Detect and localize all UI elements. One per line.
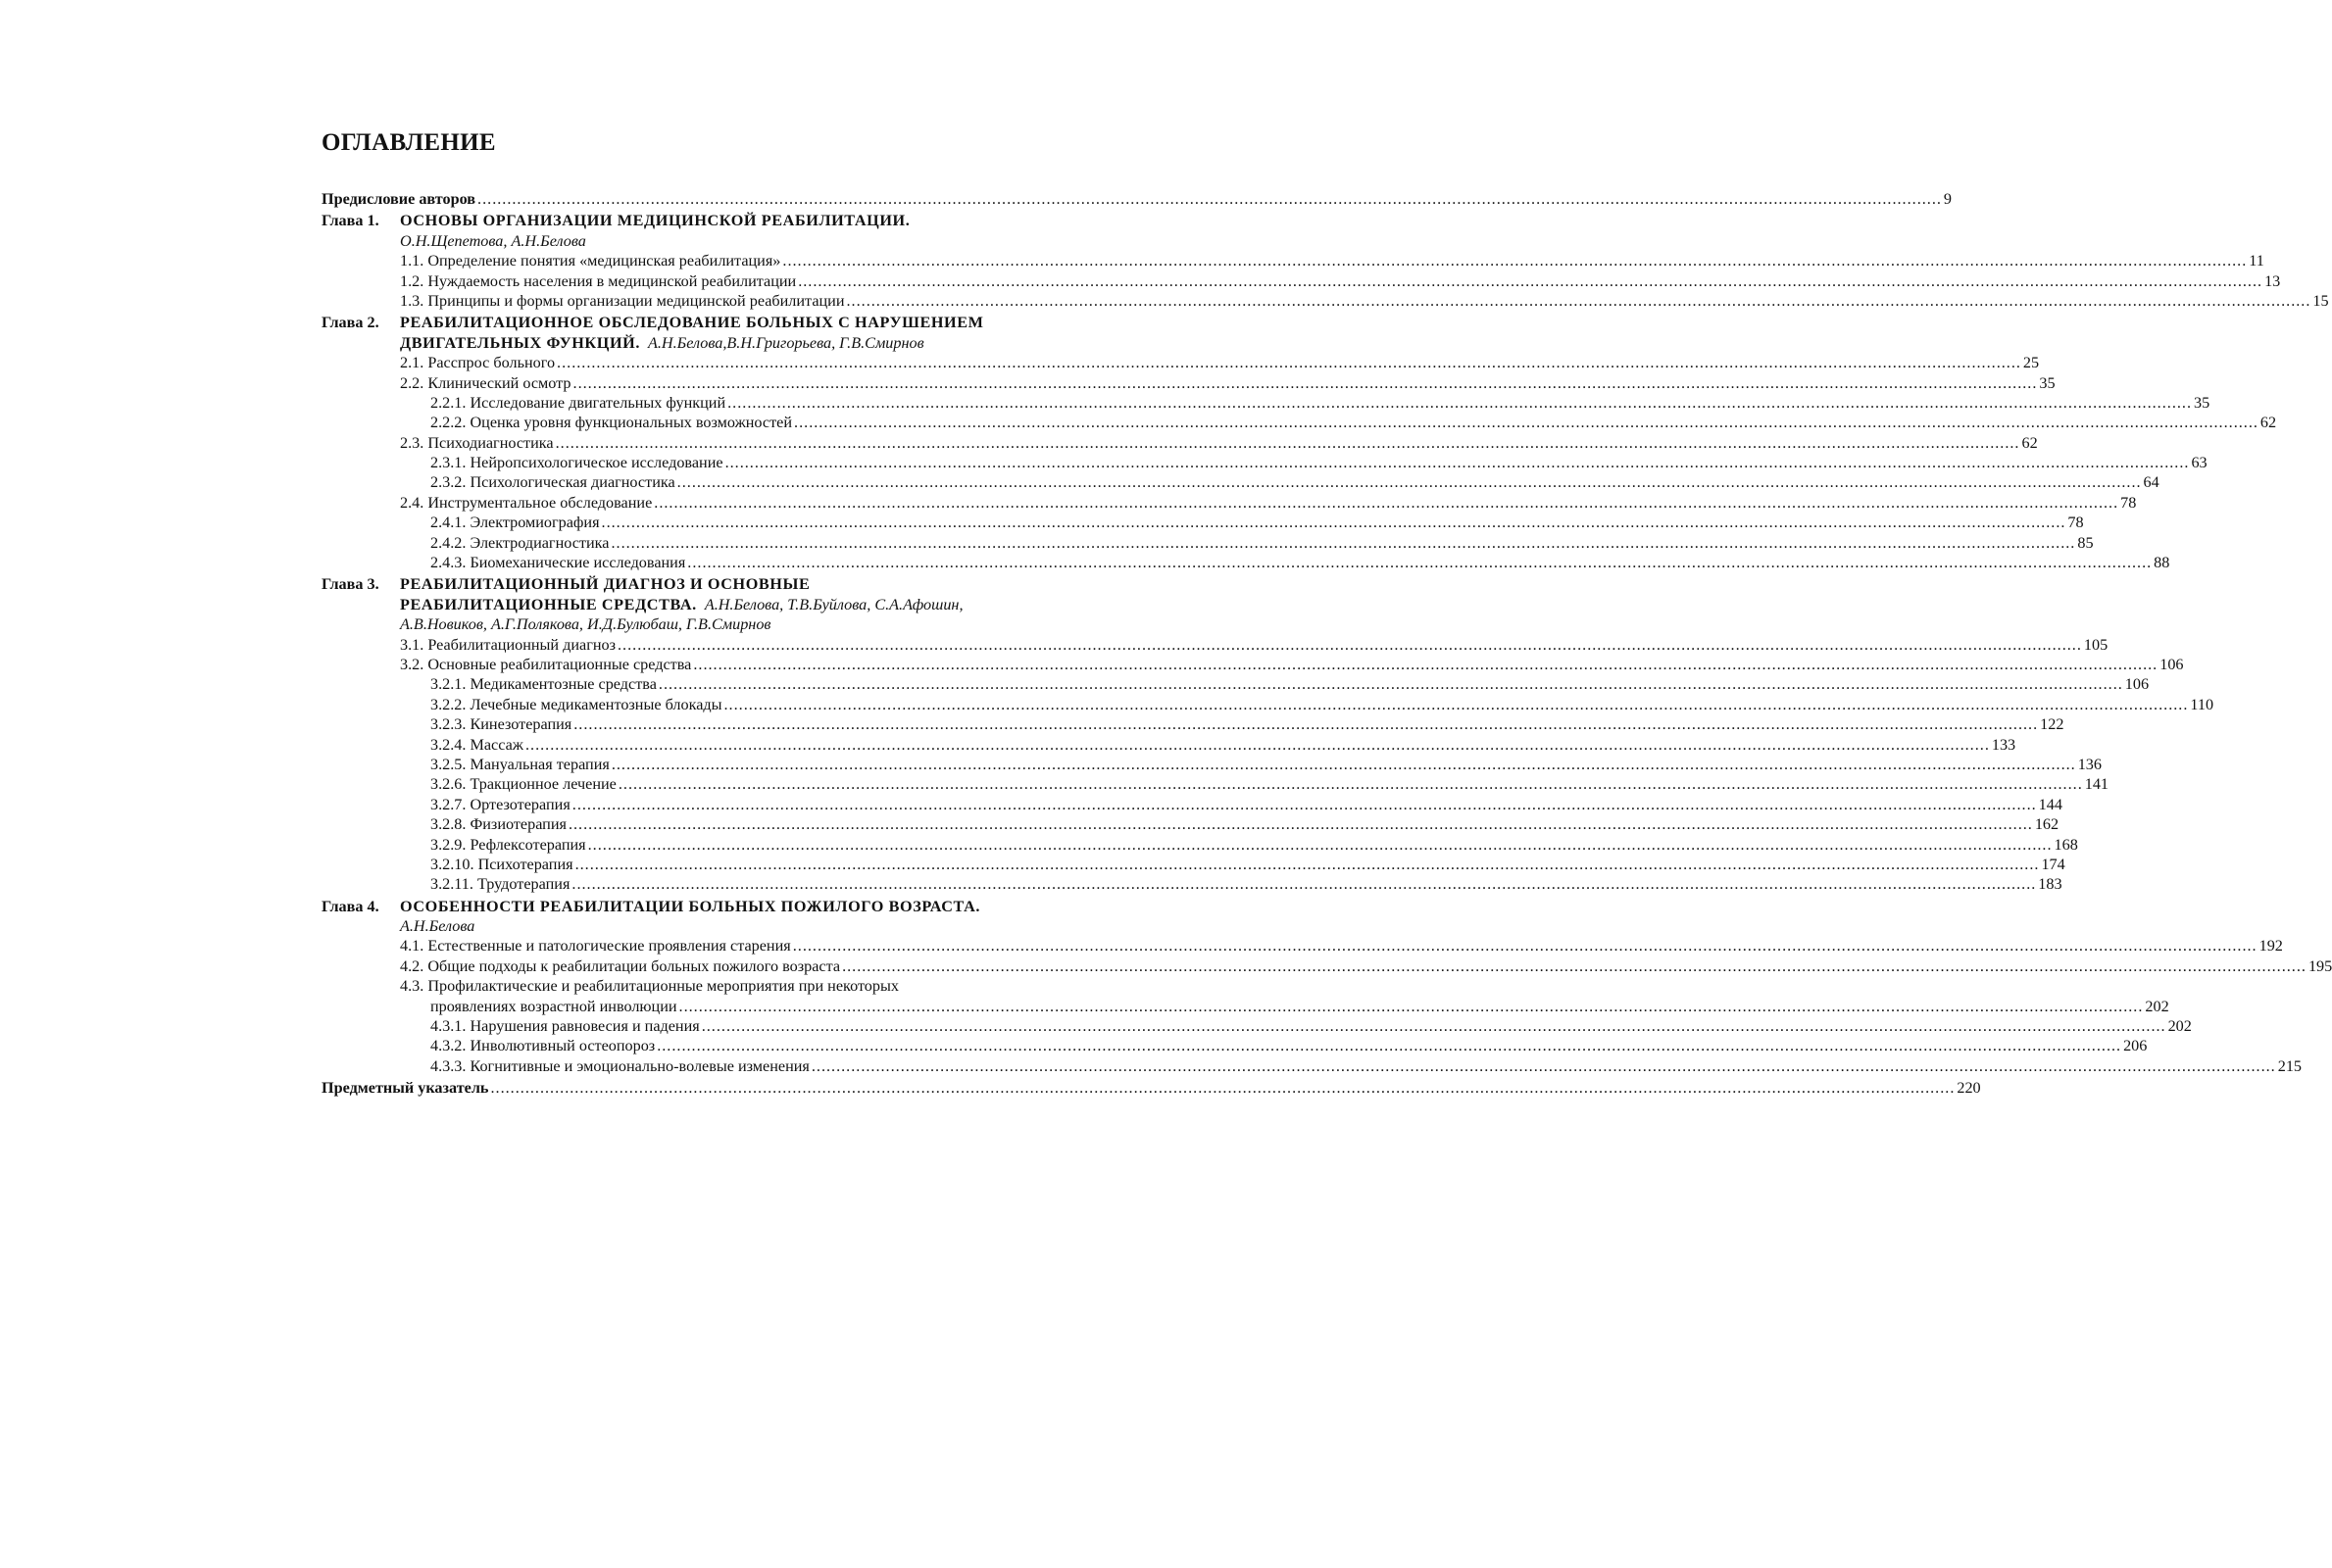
toc-subentry[interactable]: 4.3.1. Нарушения равновесия и падения ..... 202 [322,1016,1055,1036]
chapter-authors: А.Н.Белова, Т.В.Буйлова, С.А.Афошин, [704,595,964,613]
toc-subentry[interactable]: 3.2.5. Мануальная терапия ..... 136 [322,755,1055,774]
dot-leader [557,353,2021,372]
chapter-title: ОСОБЕННОСТИ РЕАБИЛИТАЦИИ БОЛЬНЫХ ПОЖИЛОГО ВОЗРАСТА. [400,897,981,915]
dot-leader [793,936,2258,956]
dot-leader [556,433,2020,453]
toc-subentry[interactable]: 2.4.3. Биомеханические исследования ..... 88 [322,553,1055,572]
chapter-heading[interactable] [322,313,1055,332]
dot-leader [490,1078,1955,1098]
dot-leader [659,674,2123,694]
toc-entry[interactable]: 2.1. Расспрос больного ..... 25 [322,353,1055,372]
dot-leader [619,774,2083,794]
toc-page-number: 220 [1957,1079,1981,1098]
chapter-heading[interactable] [322,897,1055,916]
toc-subentry[interactable]: 4.3.2. Инволютивный остеопороз ..... 206 [322,1036,1055,1055]
dot-leader [812,1056,2276,1076]
toc-subentry[interactable]: 3.2.9. Рефлексотерапия ..... 168 [322,835,1055,855]
chapter-number: Глава 4. [322,897,379,915]
dot-leader [782,251,2247,270]
table-of-contents [322,189,2332,1099]
dot-leader [693,655,2158,674]
toc-subentry[interactable]: 3.2.4. Массаж ..... 133 [322,735,1055,755]
toc-page-number: 9 [1943,190,1953,208]
toc-subentry[interactable]: 3.2.10. Психотерапия ..... 174 [322,855,1055,874]
dot-leader [727,393,2192,413]
toc-entry[interactable]: 2.3. Психодиагностика ..... 62 [322,433,1055,453]
dot-leader [575,855,2040,874]
dot-leader [842,956,2307,976]
chapter-authors: А.Н.Белова [400,917,475,936]
dot-leader [612,755,2076,774]
chapter-number: Глава 2. [322,314,379,332]
dot-leader [573,373,2038,393]
dot-leader [657,1036,2121,1055]
toc-entry[interactable]: 3.2. Основные реабилитационные средства ..... 106 [322,655,1055,674]
dot-leader [798,271,2262,291]
toc-subentry[interactable]: 2.3.2. Психологическая диагностика ..... 64 [322,472,1055,492]
dot-leader [702,1016,2166,1036]
toc-entry-preface[interactable] [322,189,1953,209]
dot-leader [654,493,2118,513]
chapter-heading[interactable] [322,574,1055,594]
toc-entry[interactable]: 1.1. Определение понятия «медицинская реабилитация» ..... 11 [322,251,1055,270]
toc-subentry[interactable]: 3.2.7. Ортезотерапия ..... 144 [322,795,1055,814]
page-title: ОГЛАВЛЕНИЕ [322,129,496,156]
toc-subentry[interactable]: 3.2.6. Тракционное лечение ..... 141 [322,774,1055,794]
toc-subentry[interactable]: 3.2.11. Трудотерапия ..... 183 [322,874,1055,894]
dot-leader [602,513,2066,532]
toc-entry[interactable]: 4.2. Общие подходы к реабилитации больных пожилого возраста ..... 195 [322,956,1055,976]
toc-subentry[interactable]: 2.4.2. Электродиагностика ..... 85 [322,533,1055,553]
dot-leader [725,453,2190,472]
dot-leader [618,635,2082,655]
toc-entry[interactable]: 3.1. Реабилитационный диагноз ..... 105 [322,635,1055,655]
toc-subentry[interactable]: 3.2.2. Лечебные медикаментозные блокады ..... 110 [322,695,1055,714]
toc-subentry[interactable]: 2.2.2. Оценка уровня функциональных возможностей ..... 62 [322,413,1055,432]
dot-leader [724,695,2189,714]
toc-entry[interactable]: 4.1. Естественные и патологические проявления старения ..... 192 [322,936,1055,956]
toc-entry[interactable]: 2.4. Инструментальное обследование ..... 78 [322,493,1055,513]
toc-entry-index[interactable] [322,1078,1981,1098]
dot-leader [571,874,2036,894]
dot-leader [687,553,2152,572]
chapter-title: РЕАБИЛИТАЦИОННЫЙ ДИАГНОЗ И ОСНОВНЫЕ [400,575,811,594]
chapter-authors: О.Н.Щепетова, А.Н.Белова [400,231,586,250]
dot-leader [611,533,2075,553]
chapter-number: Глава 1. [322,212,379,230]
toc-entry-label: Предметный указатель [322,1079,489,1098]
dot-leader [677,472,2142,492]
toc-entry[interactable]: 1.2. Нуждаемость населения в медицинской реабилитации ..... 13 [322,271,1055,291]
toc-subentry[interactable]: 2.4.1. Электромиография ..... 78 [322,513,1055,532]
chapter-title-continued: РЕАБИЛИТАЦИОННЫЕ СРЕДСТВА. А.Н.Белова, Т.В.Буйлова, С.А.Афошин, [400,595,964,613]
toc-subentry[interactable]: 3.2.1. Медикаментозные средства ..... 106 [322,674,1055,694]
dot-leader [572,795,2037,814]
dot-leader [794,413,2258,432]
toc-subentry[interactable]: 2.2.1. Исследование двигательных функций ..... 35 [322,393,1055,413]
chapter-title: ОСНОВЫ ОРГАНИЗАЦИИ МЕДИЦИНСКОЙ РЕАБИЛИТАЦИИ. [400,212,911,230]
dot-leader [847,291,2311,311]
dot-leader [679,997,2144,1016]
dot-leader [573,714,2038,734]
dot-leader [525,735,1990,755]
chapter-heading[interactable] [322,211,1055,230]
toc-entry[interactable]: 1.3. Принципы и формы организации медицинской реабилитации ..... 15 [322,291,1055,311]
toc-entry[interactable]: 4.3. Профилактические и реабилитационные мероприятия при некоторых [400,977,899,996]
chapter-authors-continued: А.В.Новиков, А.Г.Полякова, И.Д.Булюбаш, Г.В.Смирнов [400,615,771,634]
toc-entry-label: Предисловие авторов [322,190,476,208]
dot-leader [569,814,2033,834]
toc-subentry[interactable]: 2.3.1. Нейропсихологическое исследование ..... 63 [322,453,1055,472]
toc-subentry[interactable]: 3.2.8. Физиотерапия ..... 162 [322,814,1055,834]
dot-leader [477,189,1942,209]
toc-entry[interactable]: 2.2. Клинический осмотр ..... 35 [322,373,1055,393]
chapter-number: Глава 3. [322,575,379,594]
toc-entry-continued[interactable]: проявлениях возрастной инволюции ..... 202 [322,997,1055,1016]
chapter-title-continued: ДВИГАТЕЛЬНЫХ ФУНКЦИЙ. А.Н.Белова,В.Н.Григорьева, Г.В.Смирнов [400,333,924,352]
toc-subentry[interactable]: 4.3.3. Когнитивные и эмоционально-волевые изменения ..... 215 [322,1056,1055,1076]
toc-subentry[interactable]: 3.2.3. Кинезотерапия ..... 122 [322,714,1055,734]
dot-leader [588,835,2053,855]
chapter-authors: А.Н.Белова,В.Н.Григорьева, Г.В.Смирнов [648,333,924,352]
chapter-title: РЕАБИЛИТАЦИОННОЕ ОБСЛЕДОВАНИЕ БОЛЬНЫХ С НАРУШЕНИЕМ [400,314,984,332]
